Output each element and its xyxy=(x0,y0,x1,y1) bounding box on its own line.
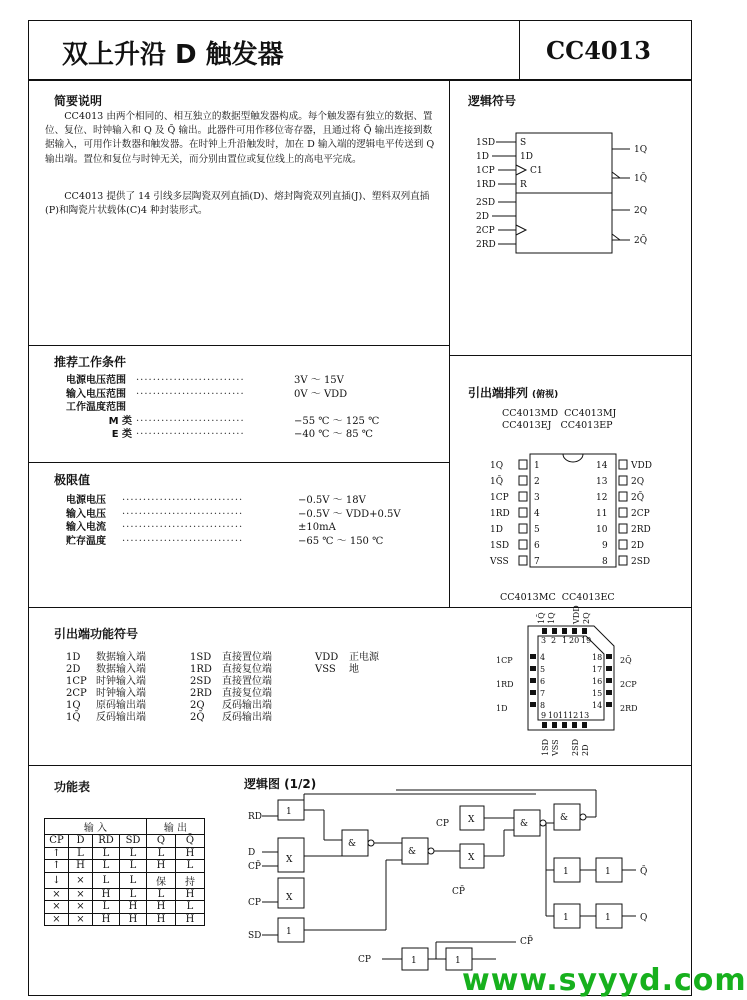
ld-gate-and3: & xyxy=(520,819,529,829)
ld-gate-1h: 1 xyxy=(455,956,461,966)
dip-pin-12-name: 2Q̄ xyxy=(631,493,645,503)
chip-right-num-17: 17 xyxy=(592,665,603,674)
chip-top-num-20: 20 xyxy=(569,636,580,645)
ld-cpbar-label: CP̄ xyxy=(248,862,261,872)
chip-right-2qb: 2Q̄ xyxy=(620,656,632,665)
function-table: 输 入 输 出 CP D RD SD Q Q̄ ↑ L L L L H ↑ H L L H L ↓ × L L 保 持 × × H L L H × × L H H L × × H H H H xyxy=(44,818,205,926)
ld-gate-1c: 1 xyxy=(563,867,569,877)
dip-pin-2-name: 1Q̄ xyxy=(490,477,504,487)
dip-pin-1-name: 1Q xyxy=(490,461,504,471)
chip-bottom-vss: VSS xyxy=(551,739,560,756)
ls-inner-r: R xyxy=(520,180,527,190)
ls-in-1cp: 1CP xyxy=(476,166,495,176)
chip-right-2rd: 2RD xyxy=(620,704,638,713)
ld-gate-x1: X xyxy=(286,855,293,865)
ld-rd-label: RD xyxy=(248,812,262,822)
ld-gate-1d: 1 xyxy=(605,867,611,877)
ld-gate-1f: 1 xyxy=(605,913,611,923)
table-row: ↑ L L L L H xyxy=(45,847,205,860)
ld-cp3-label: CP̄ xyxy=(452,887,465,897)
chip-top-num-3: 3 xyxy=(541,636,547,645)
desc-paragraph-2: CC4013 提供了 14 引线多层陶瓷双列直插(D)、熔封陶瓷双列直插(J)、塑料双列直插(P)和陶瓷片状载体(C)4 种封装形式。 xyxy=(45,191,430,217)
pinfunc-col-2: 1SD 直接置位端 1RD 直接复位端 2SD 直接置位端 2RD 直接复位端 2Q 反码输出端 2Q̄ 反码输出端 xyxy=(190,652,272,723)
dip-pin-5: 5 xyxy=(534,525,540,535)
desc-title: 简要说明 xyxy=(54,94,103,108)
ls-inner-c: C1 xyxy=(530,166,543,176)
dip-pin-6: 6 xyxy=(534,541,540,551)
abs-row: 输入电流 ····························· ±10mA xyxy=(66,522,336,533)
chip-bottom-2sd: 2SD xyxy=(571,739,580,756)
ld-cp-label: CP xyxy=(248,898,261,908)
dip-pin-13-name: 2Q xyxy=(631,477,645,487)
ls-in-2sd: 2SD xyxy=(476,198,496,208)
chip-left-num-5: 5 xyxy=(540,665,546,674)
dip-pin-10: 10 xyxy=(596,525,608,535)
dip-pin-8-name: 2SD xyxy=(631,557,651,567)
ld-gate-x2: X xyxy=(286,893,293,903)
chip-right-num-18: 18 xyxy=(592,653,603,662)
dip-pin-7: 7 xyxy=(534,557,540,567)
chip-top-1q: 1Q xyxy=(547,612,556,624)
dip-pin-9-name: 2D xyxy=(631,541,644,551)
rec-title: 推荐工作条件 xyxy=(54,355,127,369)
chip-carrier-package xyxy=(486,605,656,760)
dip-pin-3-name: 1CP xyxy=(490,493,509,503)
chip-left-1d: 1D xyxy=(496,704,508,713)
table-row: × × H H H H xyxy=(45,913,205,926)
logic-symbol-diagram xyxy=(450,125,690,260)
chip-top-2q: 2Q xyxy=(582,612,591,624)
dip-pin-12: 12 xyxy=(596,493,608,503)
ld-gate-1a: 1 xyxy=(286,807,292,817)
chip-right-num-16: 16 xyxy=(592,677,603,686)
ld-gate-and2: & xyxy=(408,847,417,857)
chip-left-num-8: 8 xyxy=(540,701,546,710)
ld-cp2-label: CP xyxy=(436,819,449,829)
table-row: × × H L L H xyxy=(45,888,205,901)
abs-title: 极限值 xyxy=(54,473,91,487)
desc-paragraph-1: CC4013 由两个相同的、相互独立的数据型触发器构成。每个触发器有独立的数据、置位、复位、时钟输入和 Q 及 Q̄ 输出。此器件可用作移位寄存器，且通过将 Q̄ 输出连接到数据输入，可用作计数器和触发器。在时钟上升沿触发时，加在 D 输入端的逻辑电平传送到 Q 输出端。置位和复位与时钟无关，而分别由置位或复位线上的高电平完成。 xyxy=(45,111,435,165)
ld-qb-label: Q̄ xyxy=(640,867,648,877)
chip-top-1qb: 1Q̄ xyxy=(537,612,546,624)
page-title: 双上升沿 D 触发器 xyxy=(62,40,284,70)
dip-pin-11: 11 xyxy=(596,509,608,519)
part-number: CC4013 xyxy=(546,36,651,65)
abs-row: 贮存温度 ····························· −65 ℃ ～ 150 ℃ xyxy=(66,535,384,547)
dip-pin-4-name: 1RD xyxy=(490,509,510,519)
chip-top-num-1: 1 xyxy=(562,636,568,645)
table-row: × × L H H L xyxy=(45,901,205,914)
chip-right-2cp: 2CP xyxy=(620,680,637,689)
rec-row: M 类 ·························· −55 ℃ ～ 125 ℃ xyxy=(108,415,380,427)
dip-pin-13: 13 xyxy=(596,477,608,487)
abs-top-rule xyxy=(28,462,449,463)
chip-left-num-6: 6 xyxy=(540,677,546,686)
ld-gate-x3: X xyxy=(468,815,475,825)
ld-cp4-label: CP xyxy=(358,955,371,965)
chip-models: CC4013MC CC4013EC xyxy=(500,592,615,603)
dip-pin-8: 8 xyxy=(602,557,608,567)
chip-top-num-2: 2 xyxy=(551,636,557,645)
ls-out-2q: 2Q xyxy=(634,206,648,216)
ld-d-label: D xyxy=(248,848,256,858)
ls-out-1q: 1Q xyxy=(634,145,648,155)
rec-row: 工作温度范围 xyxy=(66,402,126,413)
ls-in-2rd: 2RD xyxy=(476,240,496,250)
table-row: ↑ H L L H L xyxy=(45,860,205,873)
dip-pin-14-name: VDD xyxy=(631,461,652,471)
chip-bottom-1sd: 1SD xyxy=(541,739,550,756)
ls-in-1d: 1D xyxy=(476,152,489,162)
abs-row: 输入电压 ····························· −0.5V ～ VDD+0.5V xyxy=(66,508,401,520)
dip-pin-6-name: 1SD xyxy=(490,541,510,551)
table-row: ↓ × L L 保 持 xyxy=(45,872,205,888)
ls-in-1rd: 1RD xyxy=(476,180,496,190)
pinfunc-top-rule xyxy=(28,607,692,608)
dip-models: CC4013MD CC4013MJ CC4013EJ CC4013EP xyxy=(502,408,617,431)
dip-pin-4: 4 xyxy=(534,509,540,519)
dip-pin-10-name: 2RD xyxy=(631,525,651,535)
chip-left-1cp: 1CP xyxy=(496,656,513,665)
dip-pin-11-name: 2CP xyxy=(631,509,650,519)
ls-in-1sd: 1SD xyxy=(476,138,496,148)
ld-gate-and1: & xyxy=(348,839,357,849)
ls-in-2cp: 2CP xyxy=(476,226,495,236)
ld-sd-label: SD xyxy=(248,931,262,941)
abs-table xyxy=(66,494,436,548)
header-bottom-rule xyxy=(28,79,692,81)
chip-left-1rd: 1RD xyxy=(496,680,514,689)
functable-title: 功能表 xyxy=(54,780,91,794)
ls-in-2d: 2D xyxy=(476,212,489,222)
ls-out-2qb: 2Q̄ xyxy=(634,236,648,246)
ld-gate-x4: X xyxy=(468,853,475,863)
ls-out-1qb: 1Q̄ xyxy=(634,174,648,184)
chip-bottom-2d: 2D xyxy=(581,744,590,756)
rec-row: E 类 ·························· −40 ℃ ～ 85 ℃ xyxy=(111,429,373,440)
chip-right-num-14: 14 xyxy=(592,701,603,710)
dip-pin-2: 2 xyxy=(534,477,540,487)
ls-inner-d: 1D xyxy=(520,152,533,162)
chip-bottom-num-13: 13 xyxy=(579,711,590,720)
dip-pin-7-name: VSS xyxy=(490,557,509,567)
dip-pin-3: 3 xyxy=(534,493,540,503)
ld-gate-1g: 1 xyxy=(411,956,417,966)
ld-gate-and4: & xyxy=(560,813,569,823)
chip-left-num-4: 4 xyxy=(540,653,546,662)
pinout-title: 引出端排列 (俯视) xyxy=(468,386,559,400)
rec-row: 电源电压范围 ·························· 3V ～ 15V xyxy=(66,375,344,386)
chip-right-num-15: 15 xyxy=(592,689,603,698)
bottom-section-rule xyxy=(28,765,692,766)
site-watermark: www.syyyd.com xyxy=(462,963,747,998)
ld-gate-1b: 1 xyxy=(286,927,292,937)
logic-diagram-title: 逻辑图 (1/2) xyxy=(244,777,317,791)
pinfunc-col-1: 1D 数据输入端 2D 数据输入端 1CP 时钟输入端 2CP 时钟输入端 1Q 原码输出端 1Q̄ 反码输出端 xyxy=(66,652,146,723)
dip-pin-14: 14 xyxy=(596,461,608,471)
chip-bottom-num-12: 12 xyxy=(568,711,579,720)
rec-table xyxy=(66,374,436,442)
header-divider xyxy=(519,20,520,80)
logic-diagram xyxy=(236,790,676,990)
ls-inner-s: S xyxy=(520,138,527,148)
chip-bottom-num-9: 9 xyxy=(541,711,547,720)
ld-q-label: Q xyxy=(640,913,648,923)
chip-bottom-num-11: 11 xyxy=(558,711,569,720)
dip-package xyxy=(478,452,678,572)
pinfunc-title: 引出端功能符号 xyxy=(54,627,139,641)
chip-top-num-19: 19 xyxy=(581,636,592,645)
ld-cpb4-label: CP̄ xyxy=(520,937,533,947)
dip-pin-5-name: 1D xyxy=(490,525,503,535)
chip-bottom-num-10: 10 xyxy=(548,711,559,720)
abs-row: 电源电压 ····························· −0.5V ～ 18V xyxy=(66,495,366,506)
logic-symbol-title: 逻辑符号 xyxy=(468,94,517,108)
rec-row: 输入电压范围 ·························· 0V ～ VDD xyxy=(66,388,348,400)
dip-pin-9: 9 xyxy=(602,541,608,551)
chip-left-num-7: 7 xyxy=(540,689,546,698)
pinfunc-col-3: VDD 正电源 VSS 地 xyxy=(315,652,379,675)
logic-symbol-bottom-rule xyxy=(449,355,692,356)
dip-pin-1: 1 xyxy=(534,461,540,471)
ld-gate-1e: 1 xyxy=(563,913,569,923)
rec-top-rule xyxy=(28,345,449,346)
chip-top-vdd: VDD xyxy=(572,605,581,624)
